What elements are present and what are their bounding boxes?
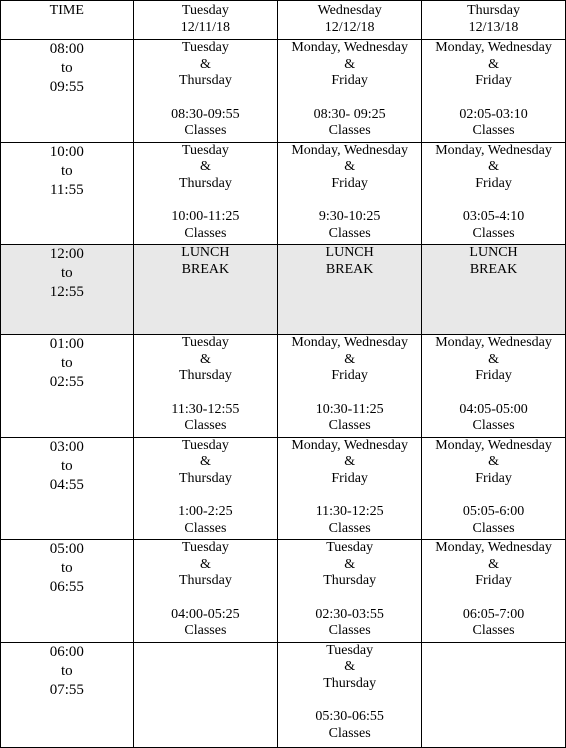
time-to: to [60, 162, 73, 179]
time-start: 03:00 [49, 438, 84, 455]
spacer [422, 385, 565, 402]
class-days-second: Friday [331, 73, 368, 89]
time-to: to [60, 560, 73, 576]
class-days: Tuesday [181, 540, 229, 555]
class-time-range: 04:05-05:00 [459, 401, 528, 417]
class-time-range: 06:05-7:00 [462, 606, 525, 622]
spacer [278, 488, 421, 505]
class-days-separator [134, 659, 278, 676]
class-label: Classes [328, 725, 371, 741]
class-days-separator: & [199, 351, 211, 367]
class-slot-cell [278, 142, 422, 245]
class-days: Monday, Wednesday [435, 437, 552, 453]
class-time-range: 02:05-03:10 [459, 106, 528, 122]
time-end: 04:55 [49, 476, 84, 493]
class-days: Monday, Wednesday [435, 540, 552, 555]
spacer [278, 385, 421, 402]
class-label: Classes [184, 123, 227, 139]
class-days: Monday, Wednesday [435, 335, 552, 350]
class-time-range: 05:30-06:55 [315, 709, 384, 725]
class-slot-cell [422, 40, 566, 143]
class-label: Classes [184, 418, 227, 434]
class-days: Tuesday [181, 437, 229, 453]
class-days-second: Thursday [178, 73, 232, 89]
day-header-tuesday [133, 1, 278, 40]
time-end: 06:55 [49, 579, 84, 595]
class-days-second: Friday [475, 175, 512, 191]
spacer [134, 90, 278, 107]
class-days-separator: & [488, 556, 499, 572]
class-label: Classes [472, 520, 515, 536]
time-start: 08:00 [49, 41, 84, 57]
class-time-range: 08:30- 09:25 [313, 106, 386, 122]
class-label: Classes [472, 418, 515, 434]
spacer [278, 590, 421, 607]
class-time-range: 02:30-03:55 [315, 606, 384, 622]
lunch-label: LUNCH [469, 245, 518, 260]
class-label: Classes [328, 225, 371, 241]
class-time-range: 08:30-09:55 [171, 106, 240, 122]
schedule-row [1, 437, 566, 540]
class-slot-cell [422, 540, 566, 643]
class-days-second: Friday [475, 470, 512, 486]
class-days-second: Thursday [323, 675, 377, 691]
class-slot-cell [278, 335, 422, 438]
class-days-separator: & [199, 556, 211, 572]
class-slot-cell [422, 142, 566, 245]
class-time-range: 1:00-2:25 [178, 504, 233, 520]
class-days-second: Friday [475, 73, 512, 89]
spacer [134, 693, 278, 710]
class-slot-cell [133, 437, 278, 540]
time-end: 09:55 [49, 79, 84, 95]
class-days-second: Friday [331, 368, 368, 384]
class-days-second: Thursday [178, 175, 232, 191]
class-time-range: 03:05-4:10 [462, 209, 525, 225]
class-time-range: 05:05-6:00 [462, 504, 525, 520]
class-time-range: 9:30-10:25 [318, 209, 381, 225]
spacer [422, 90, 565, 107]
class-days-second: Friday [331, 470, 368, 486]
time-slot-cell [1, 245, 134, 335]
class-days-second [134, 676, 278, 693]
class-days [422, 643, 565, 660]
class-days: Tuesday [326, 540, 374, 555]
schedule-row [1, 335, 566, 438]
day-date: 12/13/18 [468, 19, 519, 35]
spacer [422, 193, 565, 210]
class-days-separator: & [344, 454, 356, 470]
day-name: Tuesday [181, 3, 229, 18]
time-to: to [60, 355, 73, 371]
class-slot-cell [278, 437, 422, 540]
spacer [134, 193, 278, 210]
spacer [278, 693, 421, 710]
class-days-separator: & [488, 159, 499, 175]
class-time-range: 10:00-11:25 [171, 209, 240, 225]
spacer [278, 193, 421, 210]
day-date: 12/12/18 [324, 19, 375, 35]
spacer [134, 590, 278, 607]
class-days-separator: & [344, 159, 356, 175]
class-label [422, 726, 565, 743]
time-end: 11:55 [49, 181, 84, 198]
class-days-second: Thursday [323, 573, 377, 589]
time-start: 10:00 [49, 143, 84, 160]
class-days-second [422, 676, 565, 693]
time-slot-cell [1, 40, 134, 143]
time-to: to [60, 662, 73, 679]
class-label: Classes [328, 520, 371, 536]
time-slot-cell [1, 540, 134, 643]
lunch-break-cell [133, 245, 278, 335]
day-header-thursday [422, 1, 566, 40]
class-days-separator: & [199, 56, 211, 72]
schedule-row [1, 540, 566, 643]
lunch-label: BREAK [325, 261, 374, 277]
class-slot-cell [133, 142, 278, 245]
day-date: 12/11/18 [180, 19, 231, 35]
class-slot-cell [133, 335, 278, 438]
spacer [134, 385, 278, 402]
class-days-separator: & [344, 351, 356, 367]
class-days-separator: & [344, 56, 356, 72]
lunch-label: LUNCH [181, 245, 230, 260]
time-to: to [60, 60, 73, 76]
lunch-break-cell [278, 245, 422, 335]
class-label: Classes [184, 623, 227, 639]
class-days: Tuesday [326, 642, 374, 658]
class-slot-cell [133, 540, 278, 643]
time-start: 12:00 [49, 246, 84, 262]
class-time-range: 11:30-12:55 [171, 401, 240, 417]
class-days-second: Thursday [178, 573, 232, 589]
class-label [134, 726, 278, 743]
class-label: Classes [184, 225, 227, 241]
spacer [422, 590, 565, 607]
class-label: Classes [328, 418, 371, 434]
time-to: to [60, 457, 73, 474]
header-row [1, 1, 566, 40]
class-days-second: Friday [475, 368, 512, 384]
class-time-range [134, 709, 278, 726]
class-label: Classes [472, 123, 515, 139]
class-days-separator: & [199, 159, 211, 175]
time-start: 05:00 [49, 541, 84, 557]
class-days: Monday, Wednesday [291, 335, 408, 350]
class-days: Tuesday [181, 335, 229, 350]
class-days-second: Thursday [178, 368, 232, 384]
class-days: Tuesday [181, 142, 229, 158]
class-time-range [422, 709, 565, 726]
lunch-label: BREAK [469, 261, 518, 277]
spacer [422, 488, 565, 505]
class-days-second: Friday [475, 573, 512, 589]
spacer [422, 693, 565, 710]
class-days: Monday, Wednesday [435, 40, 552, 55]
class-days: Monday, Wednesday [291, 437, 408, 453]
class-label: Classes [472, 623, 515, 639]
class-days: Monday, Wednesday [291, 142, 408, 158]
class-slot-cell [133, 40, 278, 143]
class-days: Monday, Wednesday [291, 40, 408, 55]
class-time-range: 04:00-05:25 [171, 606, 240, 622]
spacer [278, 90, 421, 107]
class-days-second: Friday [331, 175, 368, 191]
class-slot-cell [422, 335, 566, 438]
class-slot-cell [422, 642, 566, 747]
lunch-label: LUNCH [325, 245, 374, 260]
class-slot-cell [133, 642, 278, 747]
class-days-separator [422, 659, 565, 676]
class-days-separator: & [488, 454, 499, 470]
day-header-wednesday [278, 1, 422, 40]
class-days-separator: & [488, 351, 499, 367]
time-start: 06:00 [49, 643, 84, 660]
class-slot-cell [278, 40, 422, 143]
schedule-row [1, 142, 566, 245]
time-end: 02:55 [49, 374, 84, 390]
class-label: Classes [328, 123, 371, 139]
time-slot-cell [1, 335, 134, 438]
schedule-row [1, 40, 566, 143]
lunch-label: BREAK [181, 261, 230, 277]
class-days [134, 643, 278, 660]
time-slot-cell [1, 642, 134, 747]
time-start: 01:00 [49, 336, 84, 352]
time-end: 07:55 [49, 681, 84, 698]
class-days-separator: & [199, 454, 211, 470]
time-end: 12:55 [49, 284, 84, 300]
class-slot-cell [278, 540, 422, 643]
class-days-separator: & [344, 659, 356, 675]
class-days-separator: & [488, 56, 499, 72]
class-days-second: Thursday [178, 470, 232, 486]
time-slot-cell [1, 142, 134, 245]
class-slot-cell [422, 437, 566, 540]
time-header: TIME [1, 1, 134, 40]
schedule-row [1, 642, 566, 747]
spacer [134, 488, 278, 505]
time-slot-cell [1, 437, 134, 540]
class-slot-cell [278, 642, 422, 747]
class-days: Monday, Wednesday [435, 142, 552, 158]
class-label: Classes [472, 225, 515, 241]
day-name: Thursday [467, 3, 520, 18]
class-days-separator: & [344, 556, 356, 572]
class-time-range: 11:30-12:25 [315, 504, 384, 520]
time-to: to [60, 265, 73, 281]
class-time-range: 10:30-11:25 [315, 401, 384, 417]
class-days: Tuesday [181, 40, 229, 55]
day-name: Wednesday [317, 3, 382, 18]
class-label: Classes [328, 623, 371, 639]
lunch-break-cell [422, 245, 566, 335]
class-label: Classes [184, 520, 227, 536]
lunch-row [1, 245, 566, 335]
